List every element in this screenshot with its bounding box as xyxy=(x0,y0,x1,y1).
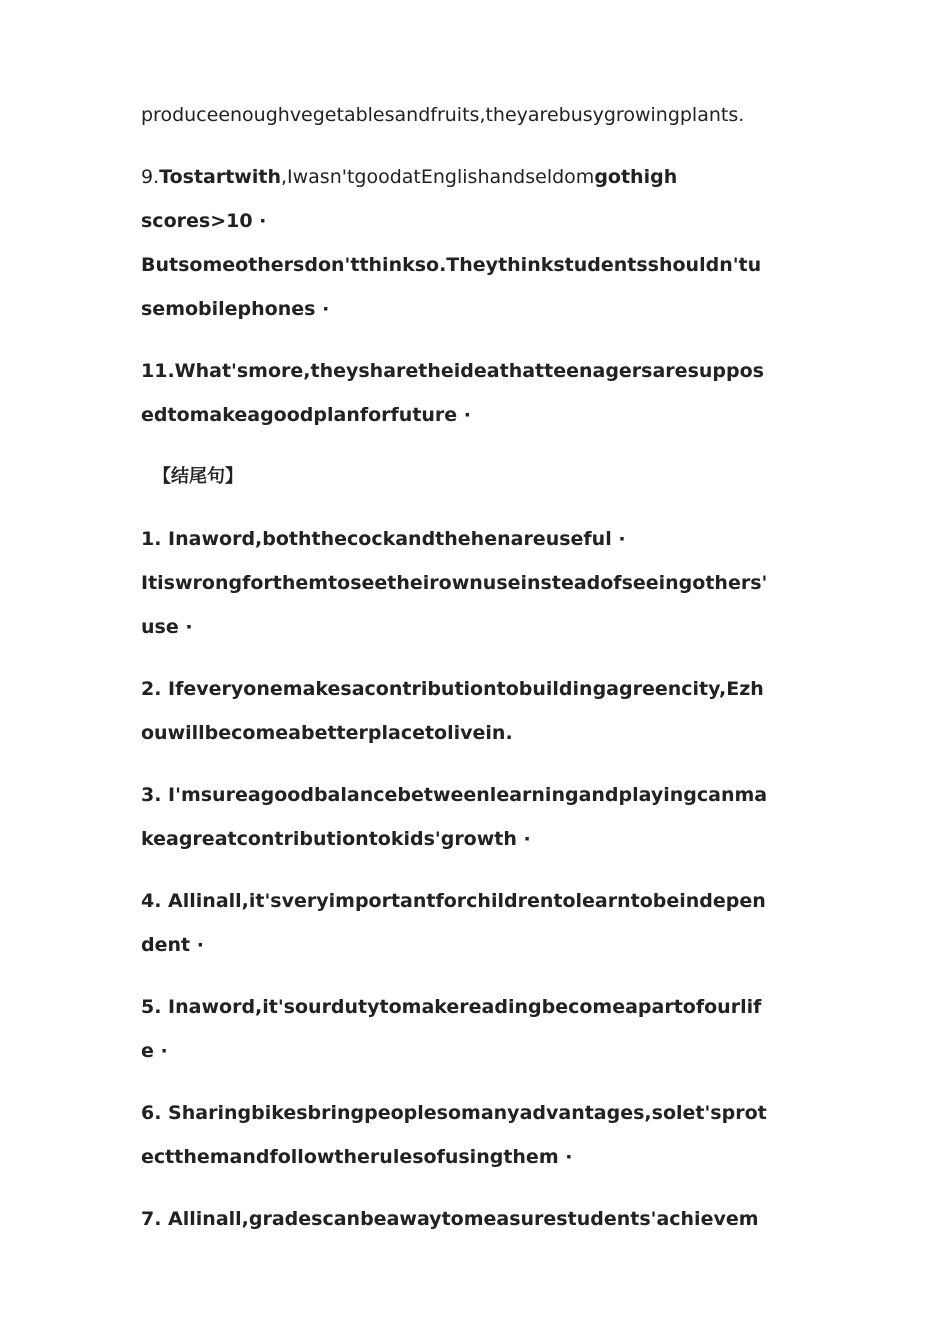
item-9-phrase-to-start-with: Tostartwith xyxy=(159,166,281,188)
ending-item-4-line-2: dent · xyxy=(141,934,204,956)
item-9-text: ,Iwasn'tgoodatEnglishandseldom xyxy=(280,166,595,188)
item-9-line-1 xyxy=(141,155,821,199)
item-9-line-2: scores>10 · xyxy=(141,210,267,232)
ending-item-2 xyxy=(141,667,821,755)
intro-paragraph xyxy=(141,93,821,137)
ending-item-2-line-1: 2. Ifeveryonemakesacontributiontobuildingagreencity,Ezh xyxy=(141,678,764,700)
ending-item-5-line-1: 5. Inaword,it'sourdutytomakereadingbecomeapartofourlif xyxy=(141,996,762,1018)
ending-item-5-line-2: e · xyxy=(141,1040,168,1062)
ending-item-7 xyxy=(141,1197,821,1241)
item-10-line-1: Butsomeothersdon'tthinkso.Theythinkstudentsshouldn'tu xyxy=(141,254,762,276)
ending-item-4-line-1: 4. Allinall,it'sveryimportantforchildrentolearntobeindepen xyxy=(141,890,766,912)
ending-item-5 xyxy=(141,985,821,1073)
ending-item-1-line-2: Itiswrongforthemtoseetheirownuseinsteadofseeingothers' xyxy=(141,572,768,594)
ending-item-6-line-1: 6. Sharingbikesbringpeoplesomanyadvantages,solet'sprot xyxy=(141,1102,767,1124)
item-10-line-2: semobilephones · xyxy=(141,298,330,320)
document-page xyxy=(141,93,821,1259)
ending-item-4 xyxy=(141,879,821,967)
ending-item-3-line-2: keagreatcontributiontokids'growth · xyxy=(141,828,531,850)
ending-item-3 xyxy=(141,773,821,861)
ending-item-1 xyxy=(141,517,821,649)
ending-item-1-line-1: 1. Inaword,boththecockandthehenareuseful · xyxy=(141,528,626,550)
ending-item-1-line-3: use · xyxy=(141,616,193,638)
ending-item-2-line-2: ouwillbecomeabetterplacetolivein. xyxy=(141,722,513,744)
item-9-number: 9. xyxy=(141,166,160,188)
ending-item-7-line-1: 7. Allinall,gradescanbeawaytomeasurestudents'achievem xyxy=(141,1208,759,1230)
item-11-line-2: edtomakeagoodplanforfuture · xyxy=(141,404,472,426)
item-9-paragraph xyxy=(141,155,821,331)
ending-item-6 xyxy=(141,1091,821,1179)
ending-item-3-line-1: 3. I'msureagoodbalancebetweenlearningandplayingcanma xyxy=(141,784,768,806)
item-9-phrase-got-high: gothigh xyxy=(594,166,678,188)
item-11-paragraph xyxy=(141,349,821,437)
intro-line: produceenoughvegetablesandfruits,theyarebusygrowingplants. xyxy=(141,104,745,126)
item-11-line-1: 11.What'smore,theysharetheideathatteenagersaresuppos xyxy=(141,360,764,382)
ending-item-6-line-2: ectthemandfollowtherulesofusingthem · xyxy=(141,1146,573,1168)
section-heading-closing-sentences: 【结尾句】 xyxy=(153,466,243,487)
